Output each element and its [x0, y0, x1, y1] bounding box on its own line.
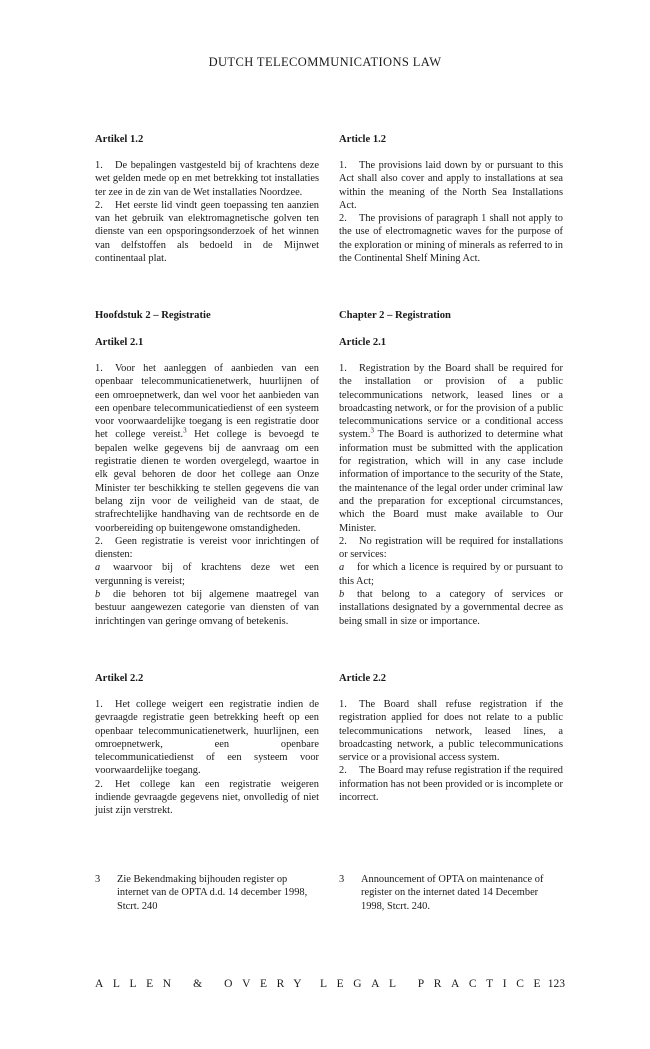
paragraph — [95, 362, 319, 535]
paragraph — [339, 159, 563, 212]
paragraph-number: 2. — [95, 535, 103, 547]
artikel-1-2-body — [95, 159, 319, 265]
heading-artikel-1-2: Artikel 1.2 — [95, 134, 144, 145]
footnote-text: Zie Bekendmaking bijhouden register op internet van de OPTA d.d. 14 december 1998, Stcrt. 240 — [117, 874, 308, 912]
sub-item-letter: b — [95, 589, 101, 601]
sub-item-letter: b — [339, 589, 345, 601]
heading-article-2-1: Article 2.1 — [339, 337, 387, 348]
artikel-2-2-body — [95, 698, 319, 818]
paragraph-number: 1. — [339, 160, 347, 171]
paragraph-number: 1. — [95, 160, 103, 171]
artikel-2-1-body — [95, 362, 319, 628]
sub-item-letter: a — [339, 562, 345, 574]
footnote-text: Announcement of OPTA on maintenance of register on the internet dated 14 December 1998, Stcrt. 240. — [361, 874, 544, 912]
footnote-reference: 3 — [183, 427, 187, 436]
sub-item-letter: a — [95, 562, 101, 574]
paragraph-number: 2. — [95, 778, 103, 790]
paragraph-text: No registration will be required for installations or services: — [339, 535, 563, 561]
paragraph — [95, 159, 319, 199]
paragraph — [95, 535, 319, 562]
article-2-2-body — [339, 698, 563, 804]
paragraph-number: 1. — [95, 363, 103, 374]
sub-item-text: die behoren tot bij algemene maatregel van bestuur aangewezen categorie van diensten of van inrichtingen van geringe omvang of betekenis. — [95, 589, 319, 627]
heading-article-1-2: Article 1.2 — [339, 134, 387, 145]
paragraph-text: The provisions laid down by or pursuant to this Act shall also cover and apply to installations at sea within the meaning of the North Sea Installations Act. — [339, 160, 563, 211]
paragraph — [95, 199, 319, 265]
paragraph-text: The Board may refuse registration if the required information has not been provided or is incomplete or incorrect. — [339, 765, 563, 804]
footer-firm-name: ALLEN & OVERY — [95, 978, 312, 990]
paragraph-text: Het college weigert een registratie indien de gevraagde registratie geen betrekking heeft op een openbaar telecommunicatienetwerk, huurlijnen, een omroepnetwerk, een openbare telecommunicatiedienst of een systeem voor voorwaardelijke toegang. — [95, 699, 319, 777]
paragraph-number: 2. — [339, 535, 347, 547]
paragraph — [339, 212, 563, 265]
paragraph-number: 1. — [339, 363, 347, 374]
sub-item — [339, 588, 563, 628]
paragraph — [95, 698, 319, 778]
sub-item — [95, 588, 319, 628]
paragraph-text: Het college kan een registratie weigeren indiende gevraagde gegevens niet, onvolledig of niet juist zijn verstrekt. — [95, 778, 319, 817]
paragraph — [339, 362, 563, 535]
running-header: DUTCH TELECOMMUNICATIONS LAW — [208, 55, 442, 69]
paragraph-text: The Board shall refuse registration if the registration applied for does not relate to a public telecommunications network, leased lines, a broadcasting network, a public telecommunications service or a provisional access system. — [339, 699, 563, 764]
paragraph-number: 2. — [339, 213, 347, 225]
paragraph-number: 1. — [339, 699, 347, 710]
paragraph — [339, 535, 563, 562]
paragraph-text: Het eerste lid vindt geen toepassing ten aanzien van het gebruik van elektromagnetische golven ten dienste van een opsporingsonderzoek of het winnen van delfstoffen als bedoeld in de Mijnwet continentaal plat. — [95, 199, 319, 265]
paragraph-text: Het college is bevoegd te bepalen welke gegevens bij de aanvraag om een registratie dienen te worden overgelegd, waartoe in elk geval behoren de door het college aan Onze Minister ter beschikking te stellen gegevens die van belang zijn voor de veiligheid van de staat, de strafrechtelijke handhaving van de rechtsorde en de voorbereiding op buitengewone omstandigheden. — [95, 429, 320, 534]
heading-chapter-2: Chapter 2 – Registration — [339, 310, 451, 321]
footnote-number: 3 — [95, 874, 101, 885]
sub-item — [339, 561, 563, 588]
paragraph-text: Geen registratie is vereist voor inrichtingen of diensten: — [95, 535, 319, 561]
paragraph-number: 2. — [95, 199, 103, 211]
heading-article-2-2: Article 2.2 — [339, 673, 387, 684]
paragraph-text: The Board is authorized to determine what information must be submitted with the application for registration, which will in any case include information of importance to the security of the State, the maintenance of the legal order under criminal law and the preparation for exceptional circumstances, which the Board must make available to Our Minister. — [339, 429, 563, 534]
paragraph-text: The provisions of paragraph 1 shall not apply to the use of electromagnetic waves for the purpose of the exploration or mining of minerals as referred to in the Continental Shelf Mining Act. — [339, 213, 563, 265]
footnote-reference: 3 — [370, 427, 374, 436]
sub-item-text: that belong to a category of services or installations designated by a governmental decree as being small in size or importance. — [339, 589, 563, 627]
heading-hoofdstuk-2: Hoofdstuk 2 – Registratie — [95, 310, 211, 321]
sub-item — [95, 561, 319, 588]
paragraph-text: Voor het aanleggen of aanbieden van een openbaar telecommunicatienetwerk, huurlijnen of een omroepnetwerk, dan wel voor het aanbieden van een openbare telecommunicatiedienst of een systeem voor voorwaardelijke toegang is een registratie door het college vereist. — [95, 363, 319, 441]
heading-artikel-2-1: Artikel 2.1 — [95, 337, 144, 348]
paragraph — [95, 778, 319, 818]
paragraph — [339, 698, 563, 764]
sub-item-text: waarvoor bij of krachtens deze wet een vergunning is vereist; — [95, 562, 319, 587]
article-1-2-body — [339, 159, 563, 265]
paragraph-text: De bepalingen vastgesteld bij of krachtens deze wet gelden mede op en met betrekking tot installaties ter zee in de zin van de Wet installaties Noordzee. — [95, 160, 319, 198]
paragraph-number: 1. — [95, 699, 103, 710]
paragraph — [339, 764, 563, 804]
heading-artikel-2-2: Artikel 2.2 — [95, 673, 144, 684]
article-2-1-body — [339, 362, 563, 628]
footnote-number: 3 — [339, 874, 345, 885]
footer-practice-name: LEGAL PRACTICE — [320, 978, 551, 990]
page-number: 123 — [547, 978, 565, 990]
sub-item-text: for which a licence is required by or pursuant to this Act; — [339, 562, 563, 587]
paragraph-number: 2. — [339, 765, 347, 777]
paragraph-text: Registration by the Board shall be required for the installation or provision of a public telecommunications network, leased lines or a broadcasting network, or for the provision of a public telecommunications service or a conditional access system. — [339, 363, 563, 441]
